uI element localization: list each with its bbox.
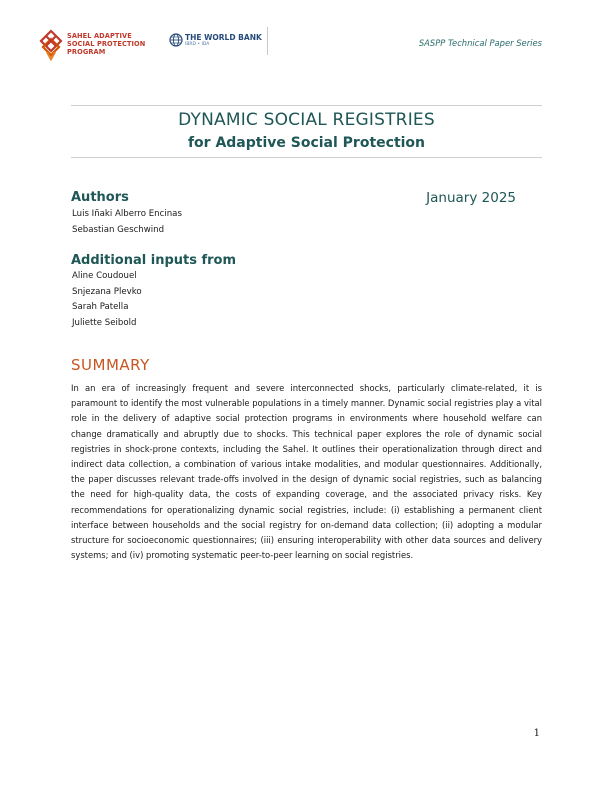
saspp-logo-mark-icon: [37, 29, 65, 61]
publication-date: January 2025: [426, 190, 516, 206]
summary-paragraph: In an era of increasingly frequent and severe interconnected shocks, particularly climate-related, it is paramount to identify the most vulnerable populations in a timely manner. Dynamic social registries play a vital role in the delivery of adaptive social protection programs in environments where household welfare can change dramatically and abruptly due to shocks. This technical paper explores the role of dynamic social registries in shock-prone contexts, including the Sahel. It outlines their operationalization through direct and indirect data collection, a combination of various intake modalities, and modular questionnaires. Additionally, the paper discusses relevant trade-offs involved in the design of dynamic social registries, such as balancing the need for high-quality data, the costs of expanding coverage, and the associated privacy risks. Key recommendations for operationalizing dynamic social registries, include: (i) establishing a permanent client interface between households and the social registry for on-demand data collection; (ii) adopting a modular structure for socioeconomic questionnaires; (iii) ensuring interoperability with other data sources and delivery systems; and (iv) promoting systematic peer-to-peer learning on social registries.: [71, 383, 542, 561]
saspp-logo-text: [67, 32, 145, 56]
summary-heading: SUMMARY: [71, 356, 150, 374]
title-top-rule: [71, 105, 542, 106]
series-label: SASPP Technical Paper Series: [418, 38, 542, 48]
contributor-name: Juliette Seibold: [72, 317, 137, 328]
authors-list: [72, 207, 182, 238]
world-bank-name: THE WORLD BANK: [185, 33, 262, 42]
world-bank-globe-icon: [169, 33, 183, 47]
contributor-name: Snjezana Plevko: [72, 286, 142, 297]
author-name: Luis Iñaki Alberro Encinas: [72, 209, 182, 219]
saspp-logo-line: SOCIAL PROTECTION: [67, 40, 146, 48]
authors-heading: Authors: [71, 190, 129, 205]
saspp-logo-line: PROGRAM: [67, 48, 106, 56]
contributors-list: [72, 269, 142, 331]
contributor-name: Aline Coudouel: [72, 271, 137, 281]
author-name: Sebastian Geschwind: [72, 224, 165, 235]
title-bottom-rule: [71, 157, 542, 158]
saspp-logo-line: SAHEL ADAPTIVE: [67, 32, 132, 40]
page-number: 1: [533, 728, 540, 739]
inputs-heading: Additional inputs from: [71, 253, 237, 268]
world-bank-subtitle: IBRD • IDA: [185, 42, 210, 47]
contributor-name: Sarah Patella: [72, 302, 129, 312]
document-title: DYNAMIC SOCIAL REGISTRIES: [178, 110, 435, 130]
document-subtitle: for Adaptive Social Protection: [187, 135, 426, 151]
header-divider: [267, 27, 268, 55]
